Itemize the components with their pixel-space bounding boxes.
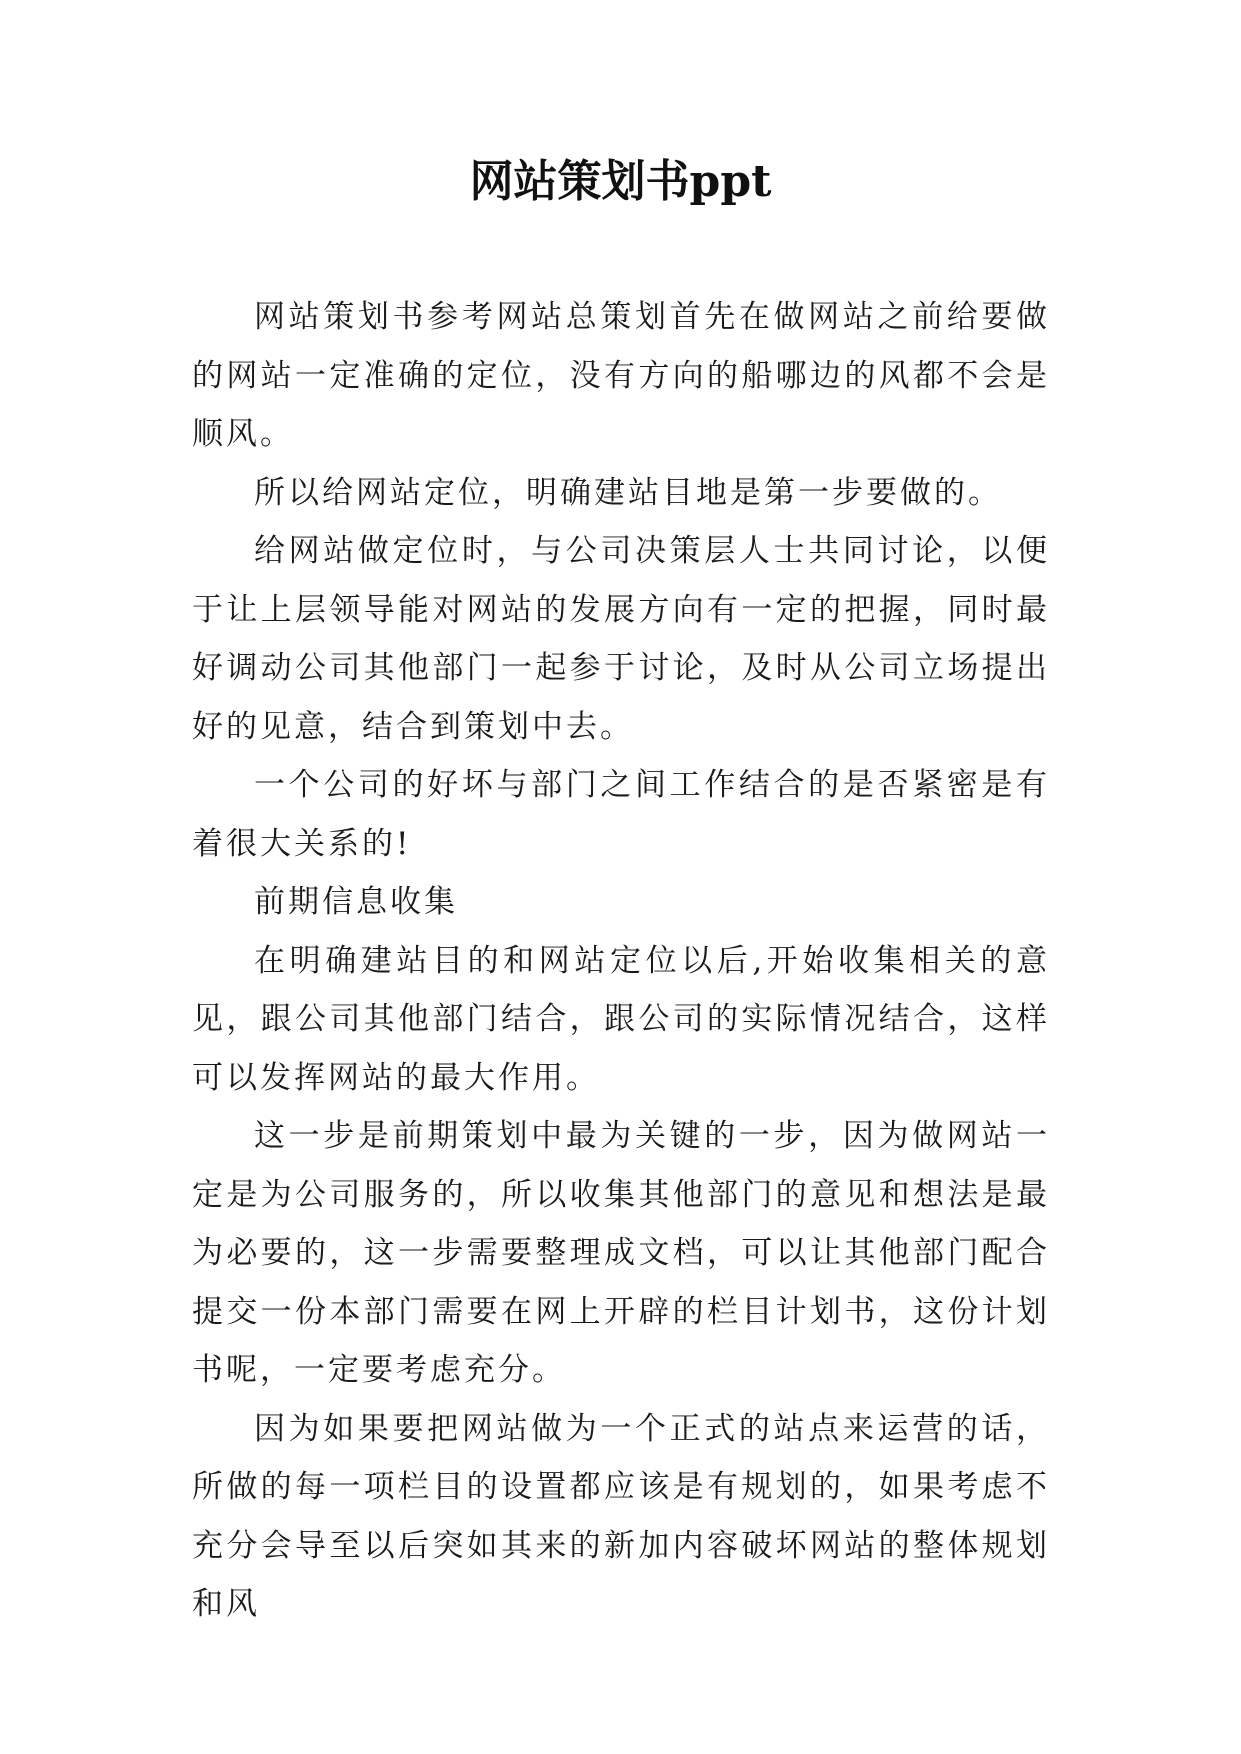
paragraph: 网站策划书参考网站总策划首先在做网站之前给要做的网站一定准确的定位，没有方向的船哪边的风都不会是顺风。 (192, 299, 1050, 452)
paragraph: 因为如果要把网站做为一个正式的站点来运营的话，所做的每一项栏目的设置都应该是有规划的，如果考虑不充分会导至以后突如其来的新加内容破坏网站的整体规划和风 (192, 1410, 1050, 1622)
document-body (192, 288, 1050, 1634)
paragraph: 这一步是前期策划中最为关键的一步，因为做网站一定是为公司服务的，所以收集其他部门的意见和想法是最为必要的，这一步需要整理成文档，可以让其他部门配合提交一份本部门需要在网上开辟的栏目计划书，这份计划书呢，一定要考虑充分。 (192, 1118, 1050, 1388)
paragraph: 给网站做定位时，与公司决策层人士共同讨论，以便于让上层领导能对网站的发展方向有一定的把握，同时最好调动公司其他部门一起参于讨论，及时从公司立场提出好的见意，结合到策划中去。 (192, 533, 1050, 745)
paragraph: 所以给网站定位，明确建站目地是第一步要做的。 (254, 474, 1002, 511)
section-heading: 前期信息收集 (254, 884, 458, 920)
paragraph: 一个公司的好坏与部门之间工作结合的是否紧密是有着很大关系的! (192, 767, 1050, 862)
document-title: 网站策划书ppt (469, 156, 772, 207)
paragraph: 在明确建站目的和网站定位以后,开始收集相关的意见，跟公司其他部门结合，跟公司的实际情况结合，这样可以发挥网站的最大作用。 (192, 942, 1050, 1096)
